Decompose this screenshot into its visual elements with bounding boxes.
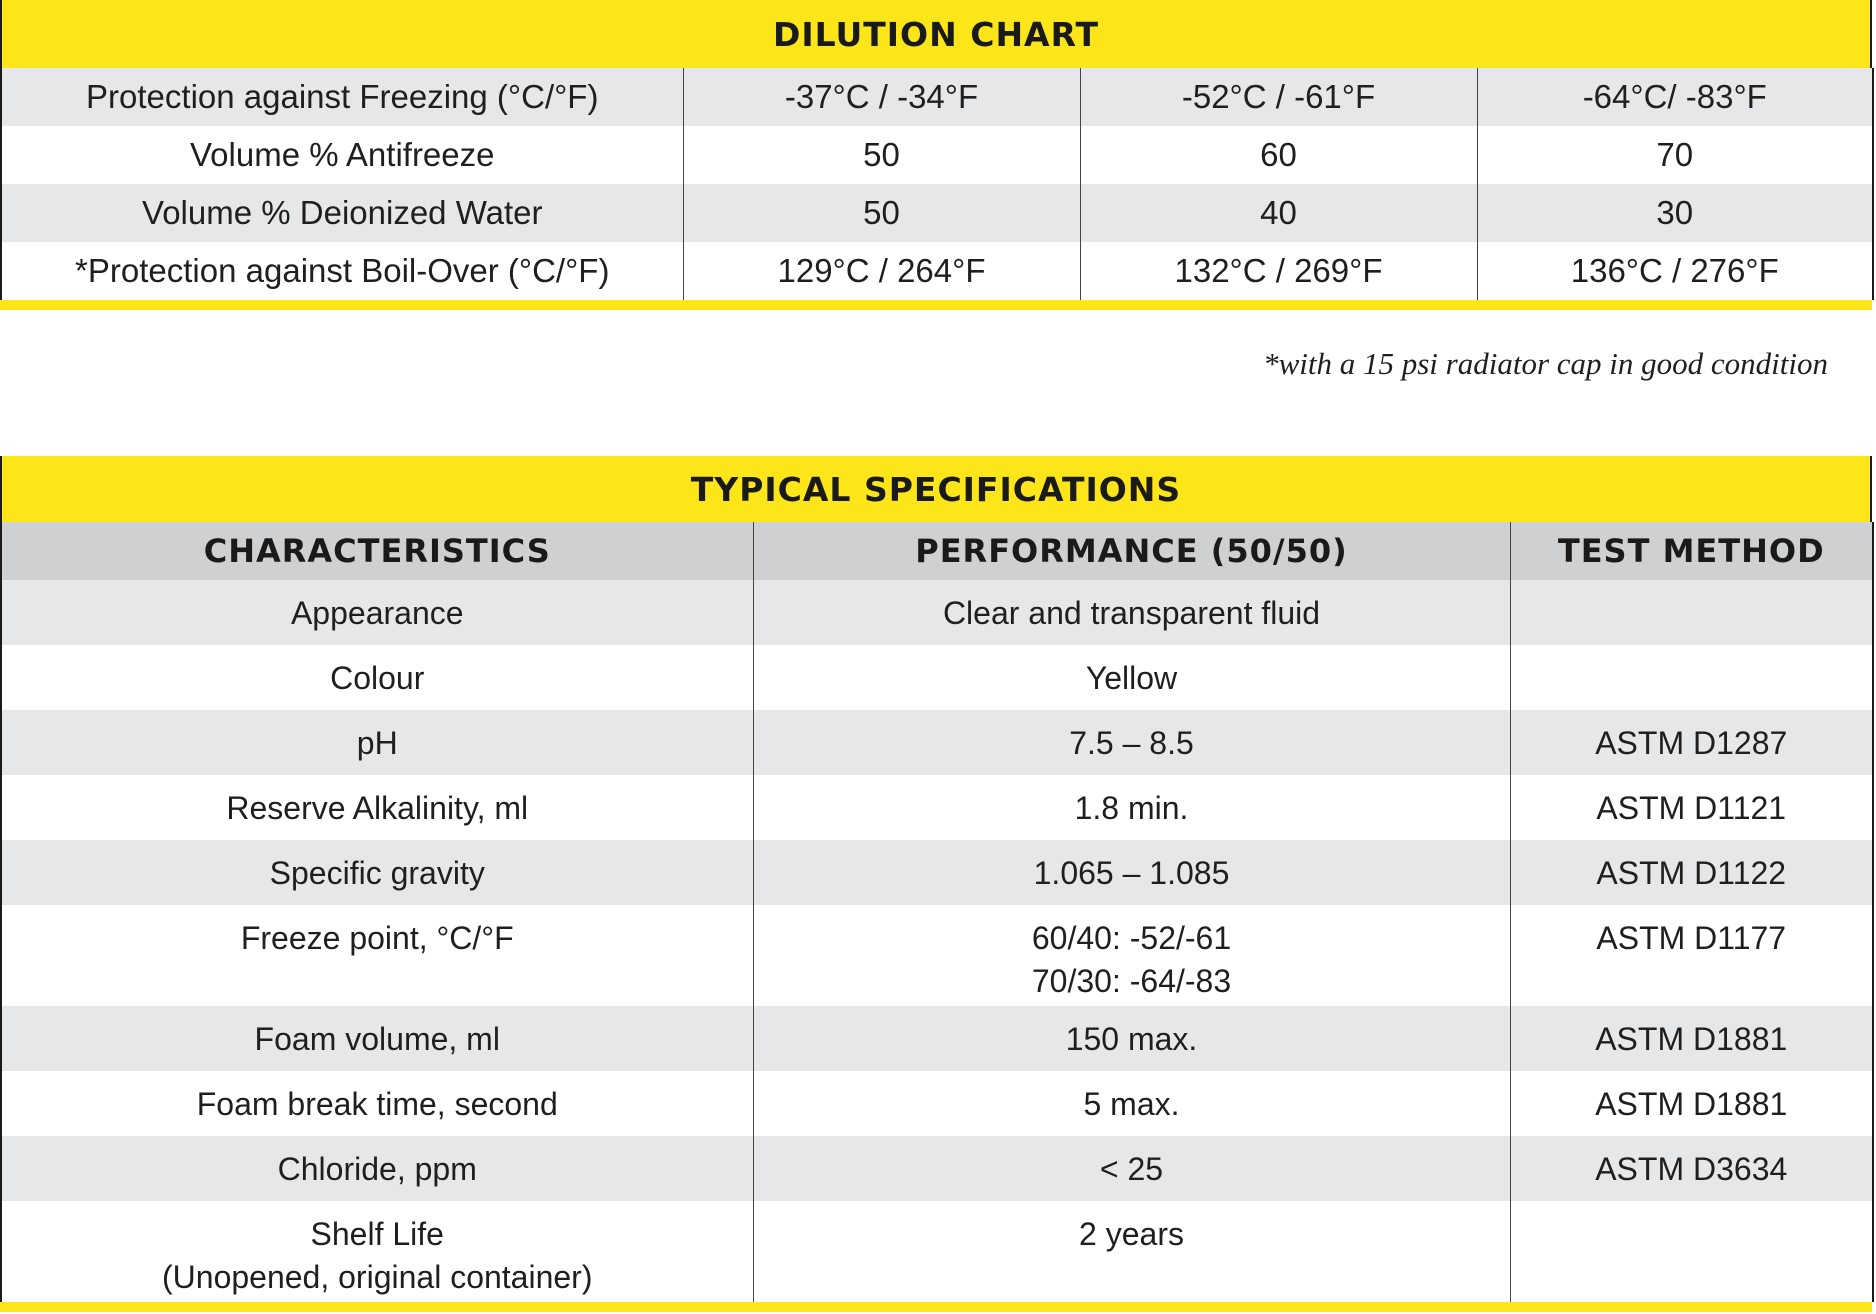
performance-line: 60/40: -52/-61 — [1031, 920, 1232, 956]
dilution-cell: 60 — [1080, 126, 1477, 184]
dilution-row-label: Volume % Antifreeze — [1, 126, 683, 184]
typical-specifications — [0, 456, 1872, 1314]
dilution-bottom-bar — [0, 300, 1872, 310]
characteristic-cell — [1, 1201, 753, 1302]
table-row — [1, 1201, 1873, 1302]
characteristic-cell: Colour — [1, 645, 753, 710]
table-row — [1, 1006, 1873, 1071]
performance-cell: 2 years — [753, 1201, 1510, 1302]
characteristic-cell: Foam volume, ml — [1, 1006, 753, 1071]
characteristic-line: (Unopened, original container) — [162, 1259, 593, 1295]
performance-cell: 1.065 – 1.085 — [753, 840, 1510, 905]
dilution-table — [0, 68, 1874, 300]
dilution-cell: 136°C / 276°F — [1477, 242, 1873, 300]
test-method-cell — [1510, 645, 1873, 710]
table-row — [1, 1136, 1873, 1201]
dilution-cell: -52°C / -61°F — [1080, 68, 1477, 126]
characteristic-cell: Freeze point, °C/°F — [1, 905, 753, 1006]
performance-cell: 1.8 min. — [753, 775, 1510, 840]
specs-table — [0, 522, 1874, 1302]
dilution-row-label: Protection against Freezing (°C/°F) — [1, 68, 683, 126]
characteristic-cell: Foam break time, second — [1, 1071, 753, 1136]
table-row — [1, 840, 1873, 905]
dilution-row-label: *Protection against Boil-Over (°C/°F) — [1, 242, 683, 300]
dilution-cell: 30 — [1477, 184, 1873, 242]
test-method-cell — [1510, 1201, 1873, 1302]
test-method-cell: ASTM D1287 — [1510, 710, 1873, 775]
test-method-cell: ASTM D1881 — [1510, 1006, 1873, 1071]
performance-cell: Clear and transparent fluid — [753, 580, 1510, 645]
performance-cell: 150 max. — [753, 1006, 1510, 1071]
dilution-cell: 132°C / 269°F — [1080, 242, 1477, 300]
table-row — [1, 242, 1873, 300]
characteristic-cell: Specific gravity — [1, 840, 753, 905]
dilution-cell: 50 — [683, 184, 1080, 242]
test-method-cell: ASTM D1177 — [1510, 905, 1873, 1006]
dilution-chart-title: DILUTION CHART — [0, 0, 1872, 68]
performance-cell: 5 max. — [753, 1071, 1510, 1136]
test-method-cell: ASTM D1121 — [1510, 775, 1873, 840]
table-row — [1, 645, 1873, 710]
table-row — [1, 126, 1873, 184]
dilution-cell: 70 — [1477, 126, 1873, 184]
characteristic-line: Shelf Life — [310, 1216, 444, 1252]
test-method-cell: ASTM D1122 — [1510, 840, 1873, 905]
table-row — [1, 68, 1873, 126]
characteristic-cell: Chloride, ppm — [1, 1136, 753, 1201]
dilution-row-label: Volume % Deionized Water — [1, 184, 683, 242]
dilution-cell: 129°C / 264°F — [683, 242, 1080, 300]
dilution-chart — [0, 0, 1872, 310]
test-method-cell: ASTM D1881 — [1510, 1071, 1873, 1136]
test-method-cell — [1510, 580, 1873, 645]
dilution-cell: -37°C / -34°F — [683, 68, 1080, 126]
test-method-cell: ASTM D3634 — [1510, 1136, 1873, 1201]
table-row — [1, 184, 1873, 242]
dilution-footnote: *with a 15 psi radiator cap in good condition — [1263, 346, 1828, 381]
specs-header-row — [1, 522, 1873, 580]
dilution-cell: -64°C/ -83°F — [1477, 68, 1873, 126]
performance-cell: 7.5 – 8.5 — [753, 710, 1510, 775]
characteristic-cell: pH — [1, 710, 753, 775]
dilution-cell: 50 — [683, 126, 1080, 184]
specs-bottom-bar — [0, 1302, 1872, 1312]
table-row — [1, 905, 1873, 1006]
table-row — [1, 1071, 1873, 1136]
performance-cell: Yellow — [753, 645, 1510, 710]
performance-cell: < 25 — [753, 1136, 1510, 1201]
table-row — [1, 580, 1873, 645]
table-row — [1, 710, 1873, 775]
specs-title: TYPICAL SPECIFICATIONS — [0, 456, 1872, 522]
column-header-test-method: TEST METHOD — [1510, 522, 1873, 580]
dilution-cell: 40 — [1080, 184, 1477, 242]
performance-cell — [753, 905, 1510, 1006]
performance-line: 70/30: -64/-83 — [1031, 963, 1232, 999]
characteristic-cell: Appearance — [1, 580, 753, 645]
table-row — [1, 775, 1873, 840]
characteristic-cell: Reserve Alkalinity, ml — [1, 775, 753, 840]
column-header-performance: PERFORMANCE (50/50) — [753, 522, 1510, 580]
column-header-characteristics: CHARACTERISTICS — [1, 522, 753, 580]
